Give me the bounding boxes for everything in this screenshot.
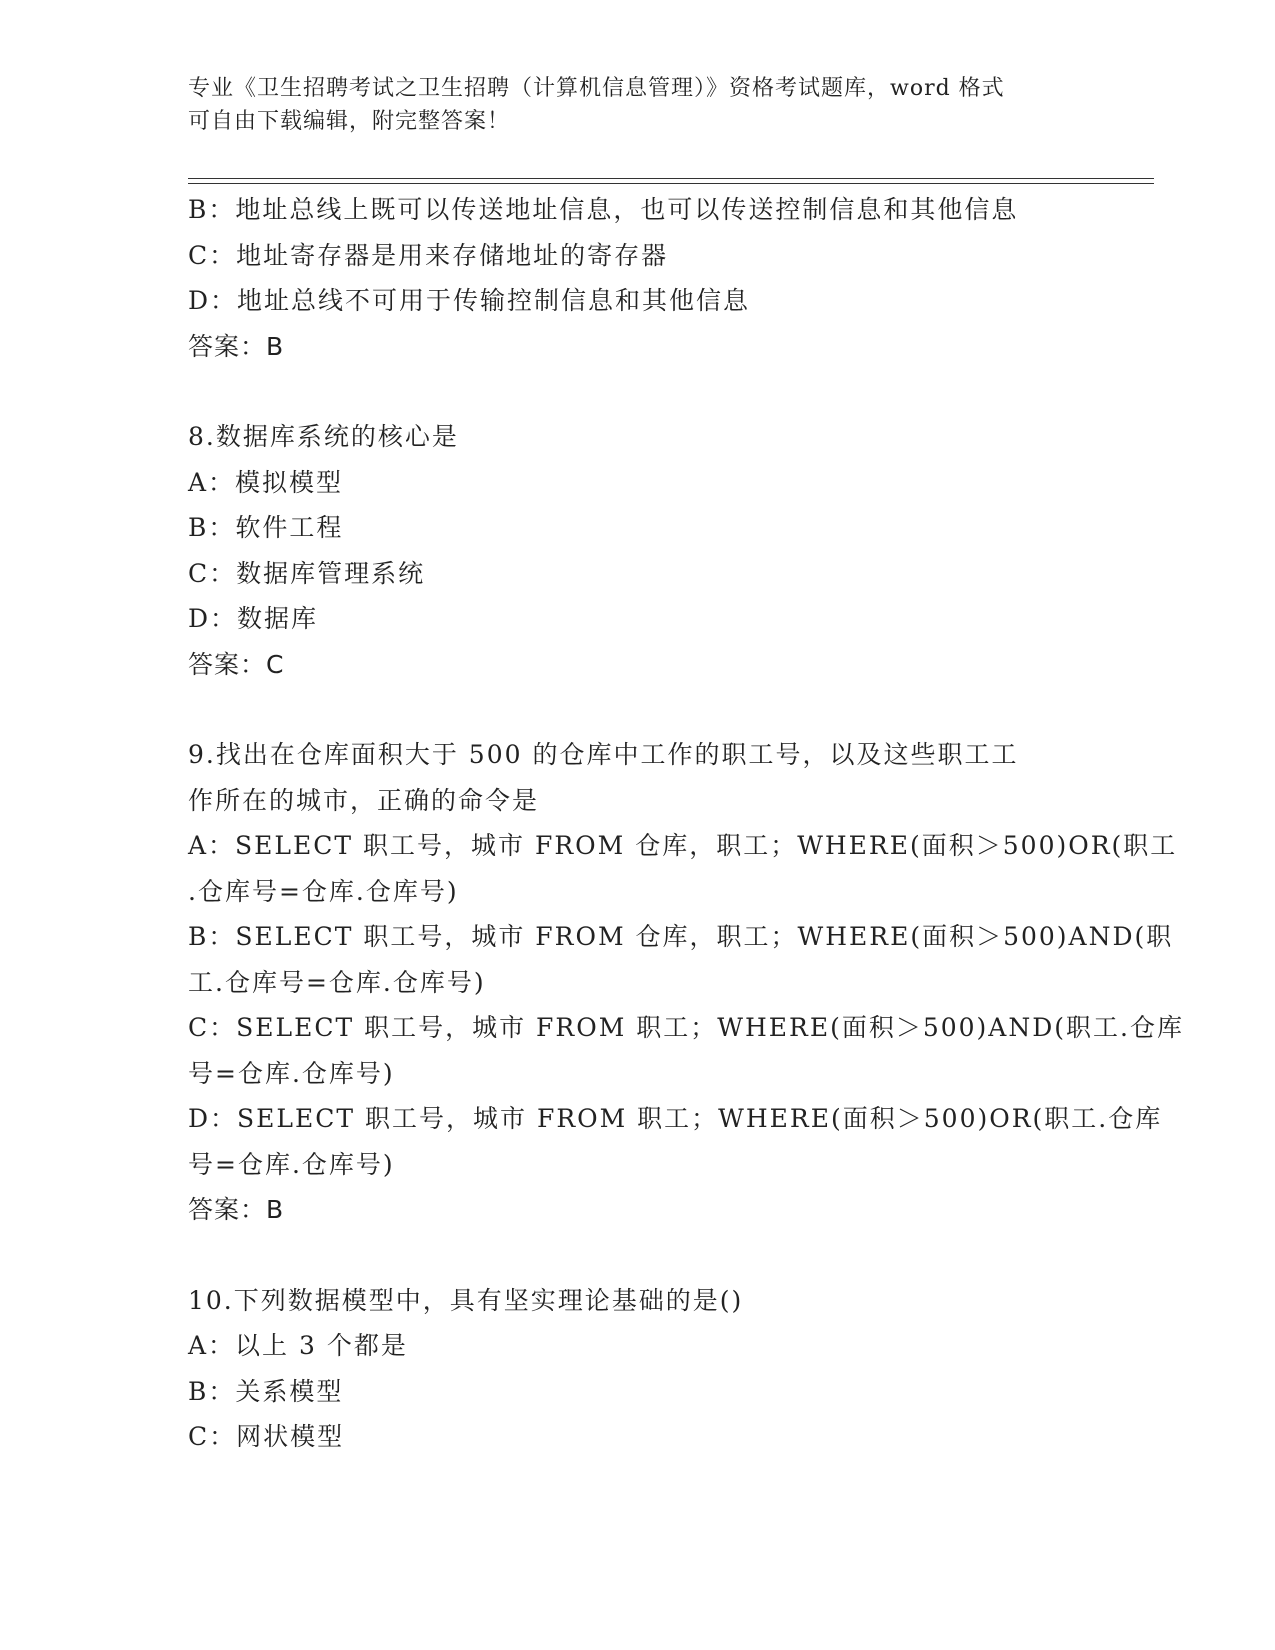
header-line-2: 可自由下载编辑，附完整答案！ <box>188 109 511 134</box>
q9-option-d-line-2: 号=仓库.仓库号) <box>188 1149 395 1179</box>
q9-option-a-line-1: A：SELECT 职工号，城市 FROM 仓库，职工；WHERE(面积＞500)OR(职工 <box>188 831 1178 860</box>
q7-answer: 答案：B <box>188 331 285 361</box>
spacer <box>188 369 1088 414</box>
spacer <box>188 687 1088 732</box>
q8-option-b: B：软件工程 <box>188 513 344 542</box>
q10-option-b: B：关系模型 <box>188 1376 344 1406</box>
q9-question-line-1: 9.找出在仓库面积大于 500 的仓库中工作的职工号，以及这些职工工 <box>188 740 1019 769</box>
q8-answer: 答案：C <box>188 649 285 679</box>
question-9-block <box>188 732 1184 1233</box>
q8-option-d: D：数据库 <box>188 604 319 633</box>
header-divider-top <box>188 178 1154 179</box>
q9-option-b-line-2: 工.仓库号=仓库.仓库号) <box>188 967 486 997</box>
question-content <box>188 187 1184 1460</box>
question-10-block <box>188 1278 1088 1460</box>
q10-option-c: C：网状模型 <box>188 1422 345 1451</box>
question-7-block <box>188 187 1088 369</box>
q9-option-d-line-1: D：SELECT 职工号，城市 FROM 职工；WHERE(面积＞500)OR(职工.仓库 <box>188 1104 1163 1133</box>
q9-question-line-2: 作所在的城市，正确的命令是 <box>188 785 540 815</box>
spacer <box>188 1233 1088 1278</box>
question-8-block <box>188 414 1088 687</box>
q7-option-c: C：地址寄存器是用来存储地址的寄存器 <box>188 240 669 270</box>
q8-option-a: A：模拟模型 <box>188 467 344 497</box>
q9-answer: 答案：B <box>188 1195 285 1224</box>
q7-option-d: D：地址总线不可用于传输控制信息和其他信息 <box>188 286 751 315</box>
document-header <box>188 72 1088 138</box>
header-line-1: 专业《卫生招聘考试之卫生招聘（计算机信息管理）》资格考试题库，word 格式 <box>188 76 1005 101</box>
q9-option-c-line-2: 号=仓库.仓库号) <box>188 1058 395 1088</box>
q7-option-b: B：地址总线上既可以传送地址信息，也可以传送控制信息和其他信息 <box>188 195 1019 224</box>
q10-question: 10.下列数据模型中，具有坚实理论基础的是() <box>188 1285 744 1315</box>
q9-option-c-line-1: C：SELECT 职工号，城市 FROM 职工；WHERE(面积＞500)AND(职工.仓库 <box>188 1013 1184 1042</box>
header-divider-bottom <box>188 183 1154 184</box>
q9-option-a-line-2: .仓库号=仓库.仓库号) <box>188 876 459 906</box>
q9-option-b-line-1: B：SELECT 职工号，城市 FROM 仓库，职工；WHERE(面积＞500)AND(职 <box>188 922 1174 951</box>
q10-option-a: A：以上 3 个都是 <box>188 1331 408 1360</box>
q8-question: 8.数据库系统的核心是 <box>188 422 459 451</box>
q8-option-c: C：数据库管理系统 <box>188 558 426 588</box>
